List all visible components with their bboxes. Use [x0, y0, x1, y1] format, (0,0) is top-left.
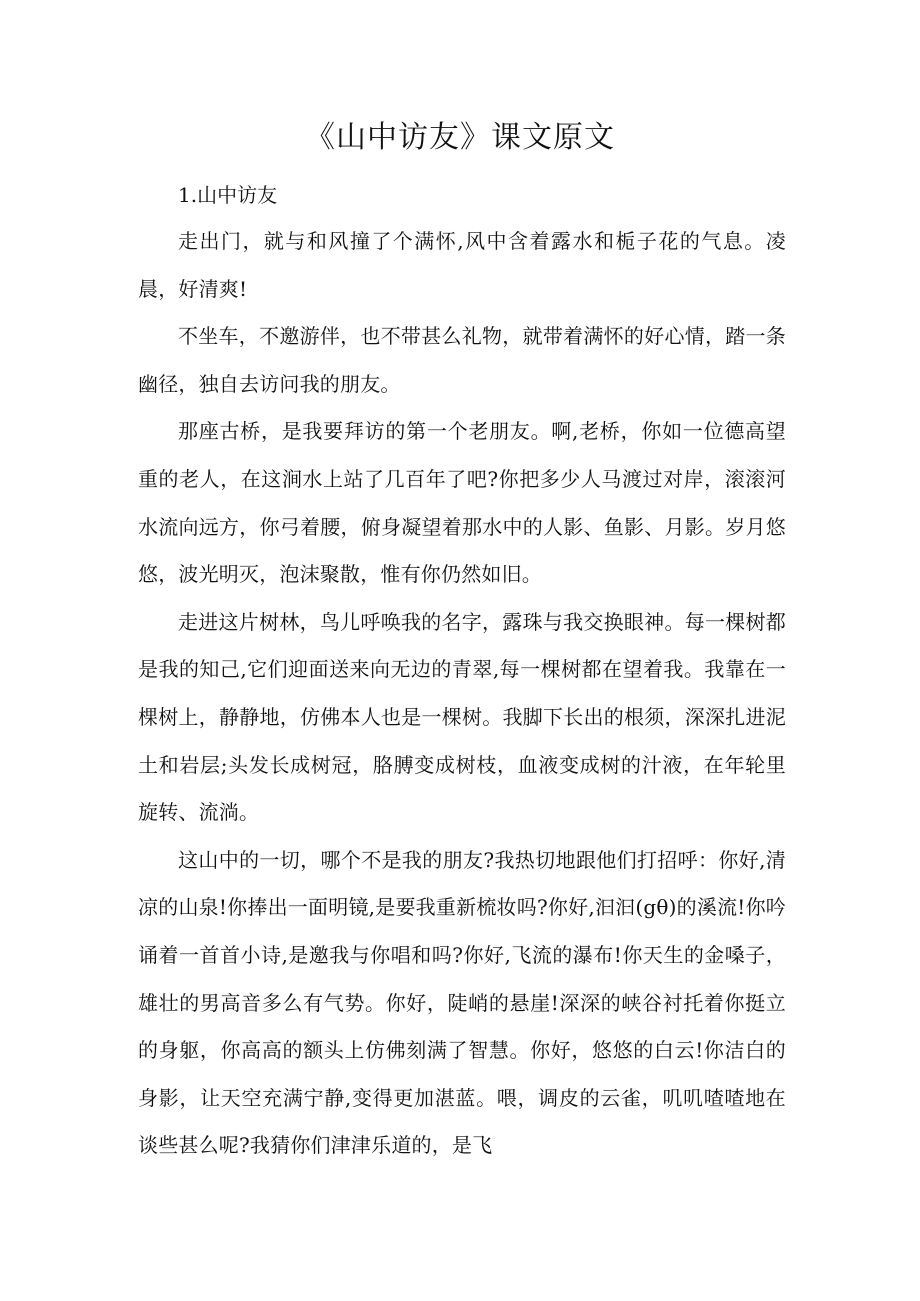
document-body	[138, 172, 786, 1170]
document-title: 《山中访友》课文原文	[305, 120, 615, 155]
paragraph-5: 这山中的一切，哪个不是我的朋友?我热切地跟他们打招呼：你好,清凉的山泉!你捧出一面明镜,是要我重新梳妆吗?你好,汩汩(gθ)的溪流!你吟诵着一首首小诗,是邀我与你唱和吗?你好,飞流的瀑布!你天生的金嗓子，雄壮的男高音多么有气势。你好，陡峭的悬崖!深深的峡谷衬托着你挺立的身躯，你高高的额头上仿佛刻满了智慧。你好，悠悠的白云!你洁白的身影，让天空充满宁静,变得更加湛蓝。喂，调皮的云雀，叽叽喳喳地在谈些甚么呢?我猜你们津津乐道的，是飞	[138, 847, 786, 1158]
paragraph-1: 走出门，就与和风撞了个满怀,风中含着露水和栀子花的气息。凌晨，好清爽!	[138, 229, 786, 301]
paragraph-2: 不坐车，不邀游伴，也不带甚么礼物，就带着满怀的好心情，踏一条幽径，独自去访问我的朋友。	[138, 324, 786, 396]
paragraph-4: 走进这片树林，鸟儿呼唤我的名字，露珠与我交换眼神。每一棵树都是我的知己,它们迎面送来向无边的青翠,每一棵树都在望着我。我靠在一棵树上，静静地，仿佛本人也是一棵树。我脚下长出的根须，深深扎进泥土和岩层;头发长成树冠，胳膊变成树枝，血液变成树的汁液，在年轮里旋转、流淌。	[138, 609, 786, 825]
section-label: 1.山中访友	[178, 183, 278, 207]
paragraph-3: 那座古桥，是我要拜访的第一个老朋友。啊,老桥，你如一位德高望重的老人，在这涧水上站了几百年了吧?你把多少人马渡过对岸，滚滚河水流向远方，你弓着腰，俯身凝望着那水中的人影、鱼影、月影。岁月悠悠，波光明灭，泡沫聚散，惟有你仍然如旧。	[138, 419, 786, 587]
